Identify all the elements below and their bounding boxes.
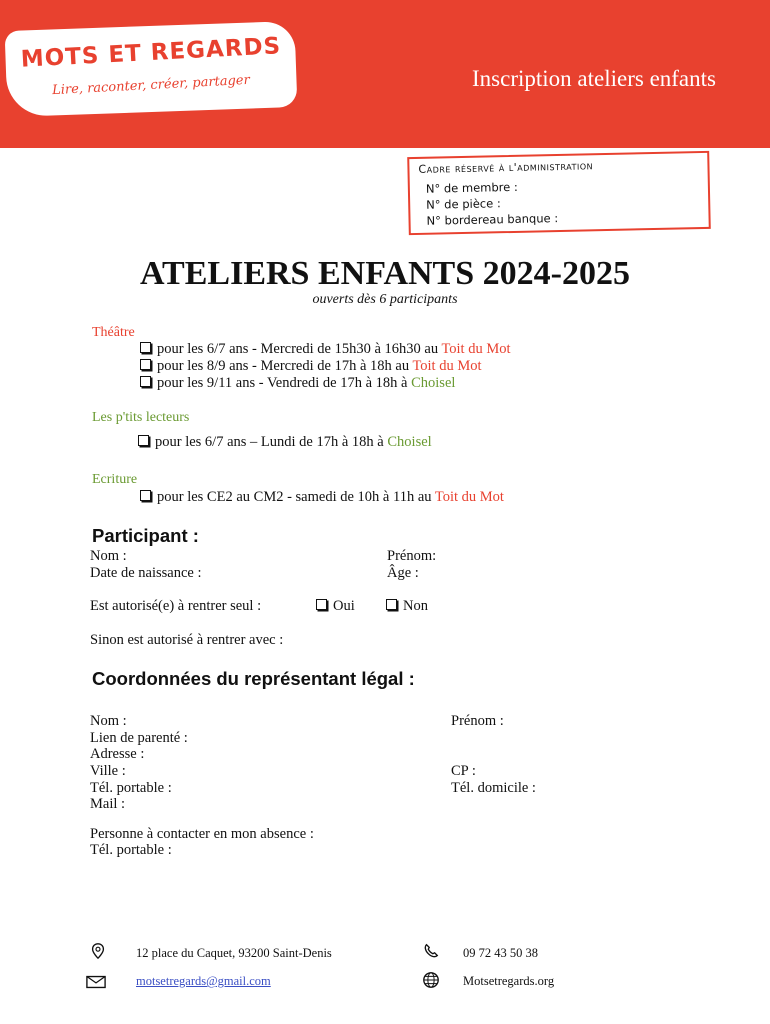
checkbox[interactable] <box>140 490 151 501</box>
admin-bordereau: N° bordereau banque : <box>426 211 559 228</box>
admin-piece: N° de pièce : <box>426 196 501 212</box>
footer-website[interactable]: Motsetregards.org <box>463 974 555 988</box>
logo-tagline: Lire, raconter, créer, partager <box>51 72 251 99</box>
location-pin-icon <box>88 942 108 960</box>
checkbox[interactable] <box>140 359 151 370</box>
representant-heading: Coordonnées du représentant légal : <box>92 668 415 689</box>
option-place: Choisel <box>411 375 456 391</box>
contact-tel-field[interactable]: Tél. portable : <box>90 842 172 858</box>
oui-label: Oui <box>333 598 355 614</box>
phone-icon <box>421 942 441 960</box>
rep-prenom-field[interactable]: Prénom : <box>451 713 504 729</box>
rep-tel-domicile-field[interactable]: Tél. domicile : <box>451 780 536 796</box>
section-ecriture: Ecriture <box>92 472 138 487</box>
option-text: pour les CE2 au CM2 - samedi de 10h à 11h au <box>157 489 435 505</box>
checkbox[interactable] <box>140 376 151 387</box>
checkbox[interactable] <box>386 599 397 610</box>
rep-nom-field[interactable]: Nom : <box>90 713 127 729</box>
participant-age-field[interactable]: Âge : <box>387 565 419 581</box>
admin-title: Cadre réservé à l'administration <box>418 159 594 176</box>
option-text: pour les 8/9 ans - Mercredi de 17h à 18h au <box>157 358 413 374</box>
option-text: pour les 9/11 ans - Vendredi de 17h à 18h à <box>157 375 412 391</box>
section-theatre: Théâtre <box>92 325 135 340</box>
participant-heading: Participant : <box>92 525 199 546</box>
option-place: Choisel <box>387 434 432 450</box>
header-banner <box>0 0 770 148</box>
logo <box>6 26 296 112</box>
checkbox[interactable] <box>138 435 149 446</box>
section-lecteurs: Les p'tits lecteurs <box>92 410 190 425</box>
non-label: Non <box>403 598 428 614</box>
globe-icon <box>421 971 441 989</box>
footer-email[interactable] <box>136 974 271 989</box>
checkbox[interactable] <box>140 342 151 353</box>
header-title: Inscription ateliers enfants <box>472 66 716 91</box>
checkbox-non[interactable] <box>386 598 428 615</box>
option-theatre-6-7[interactable] <box>140 341 511 358</box>
page-title: ATELIERS ENFANTS 2024-2025 <box>140 255 630 292</box>
option-lecteurs-6-7[interactable] <box>138 434 432 451</box>
checkbox[interactable] <box>316 599 327 610</box>
option-place: Toit du Mot <box>412 358 482 374</box>
page-subtitle: ouverts dès 6 participants <box>312 292 458 307</box>
participant-nom-field[interactable]: Nom : <box>90 548 127 564</box>
option-text: pour les 6/7 ans – Lundi de 17h à 18h à <box>155 434 388 450</box>
footer-phone: 09 72 43 50 38 <box>463 946 538 960</box>
contact-field[interactable]: Personne à contacter en mon absence : <box>90 826 314 842</box>
sinon-field[interactable]: Sinon est autorisé à rentrer avec : <box>90 632 284 648</box>
admin-box <box>407 151 711 235</box>
logo-title: MOTS ET REGARDS <box>20 33 282 73</box>
rep-mail-field[interactable]: Mail : <box>90 796 126 812</box>
option-text: pour les 6/7 ans - Mercredi de 15h30 à 16h30 au <box>157 341 442 357</box>
rep-lien-field[interactable]: Lien de parenté : <box>90 730 188 746</box>
footer-address: 12 place du Caquet, 93200 Saint-Denis <box>136 946 332 960</box>
participant-naissance-field[interactable]: Date de naissance : <box>90 565 202 581</box>
checkbox-oui[interactable] <box>316 598 355 615</box>
option-place: Toit du Mot <box>441 341 511 357</box>
option-ecriture[interactable] <box>140 489 504 506</box>
admin-membre: N° de membre : <box>425 179 518 196</box>
participant-prenom-field[interactable]: Prénom: <box>387 548 437 564</box>
option-theatre-8-9[interactable] <box>140 358 482 375</box>
mail-icon <box>86 973 106 991</box>
rep-tel-portable-field[interactable]: Tél. portable : <box>90 780 172 796</box>
autorise-label: Est autorisé(e) à rentrer seul : <box>90 598 262 614</box>
rep-cp-field[interactable]: CP : <box>451 763 476 779</box>
option-theatre-9-11[interactable] <box>140 375 455 392</box>
option-place: Toit du Mot <box>434 489 504 505</box>
rep-ville-field[interactable]: Ville : <box>90 763 126 779</box>
rep-adresse-field[interactable]: Adresse : <box>90 746 145 762</box>
email-link[interactable]: motsetregards@gmail.com <box>136 974 271 988</box>
